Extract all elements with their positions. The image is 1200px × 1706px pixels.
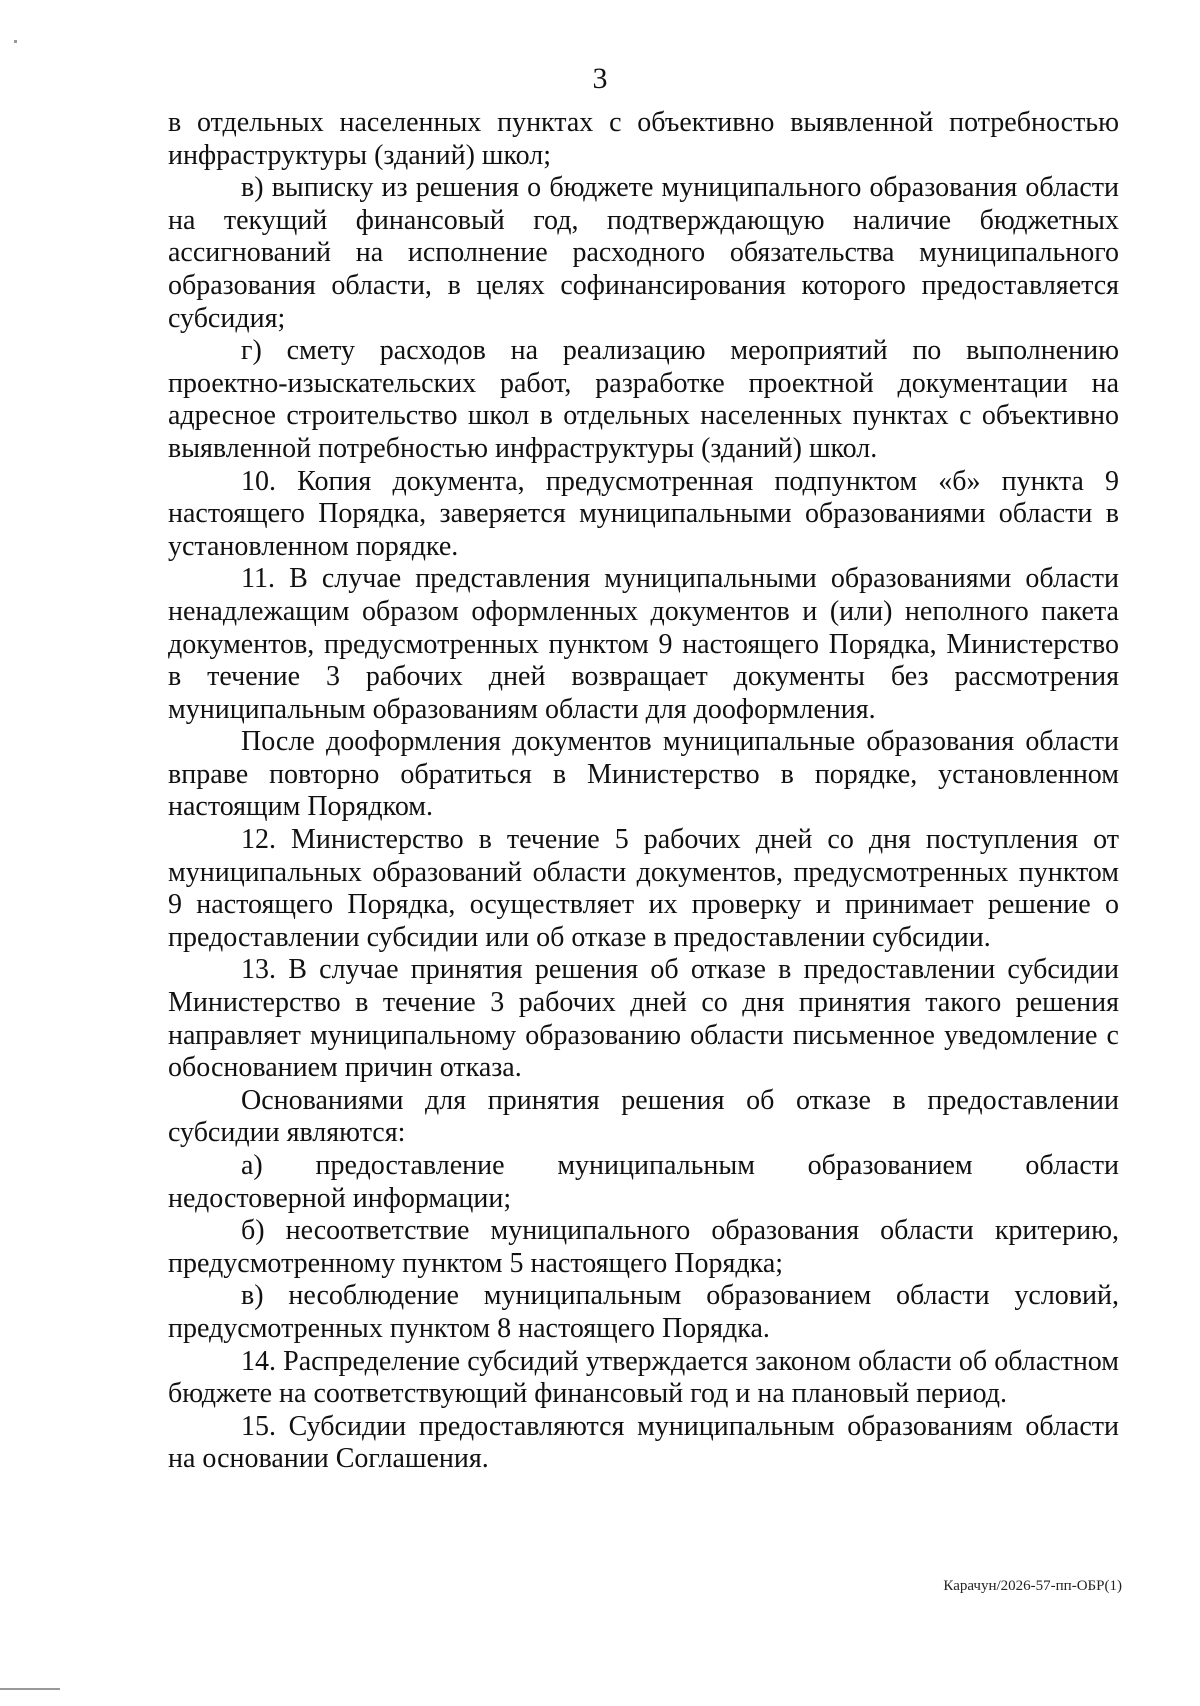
paragraph-ground-a: а) предоставление муниципальным образованием области недостоверной информации; xyxy=(168,1150,1119,1214)
document-reference-code: Карачун/2026-57-пп-ОБР(1) xyxy=(943,1578,1122,1594)
paragraph-item-12: 12. Министерство в течение 5 рабочих дней со дня поступления от муниципальных образований области документов, предусмотренных пунктом 9 настоящего Порядка, осуществляет их проверку и принимает решение о предоставлении субсидии или об отказе в предоставлении субсидии. xyxy=(168,824,1119,953)
scan-artifact xyxy=(14,40,17,43)
paragraph-item-14: 14. Распределение субсидий утверждается законом области об областном бюджете на соответствующий финансовый год и на плановый период. xyxy=(168,1345,1119,1410)
page-number: 3 xyxy=(592,62,608,95)
document-body xyxy=(168,107,1119,1476)
paragraph-ground-v: в) несоблюдение муниципальным образованием области условий, предусмотренных пунктом 8 настоящего Порядка. xyxy=(168,1280,1119,1344)
paragraph-item-15: 15. Субсидии предоставляются муниципальным образованиям области на основании Соглашения. xyxy=(168,1410,1119,1475)
paragraph-item-11: 11. В случае представления муниципальными образованиями области ненадлежащим образом оформленных документов и (или) неполного пакета документов, предусмотренных пунктом 9 настоящего Порядка, Министерство в течение 3 рабочих дней возвращает документы без рассмотрения муниципальным образованиям области для дооформления. xyxy=(168,563,1119,725)
paragraph-subitem-v: в) выписку из решения о бюджете муниципального образования области на текущий финансовый год, подтверждающую наличие бюджетных ассигнований на исполнение расходного обязательства муниципального образования области, в целях софинансирования которого предоставляется субсидия; xyxy=(168,172,1119,334)
paragraph-refusal-grounds: Основаниями для принятия решения об отказе в предоставлении субсидии являются: xyxy=(168,1084,1119,1149)
paragraph-subitem-g: г) смету расходов на реализацию мероприятий по выполнению проектно-изыскательских работ, разработке проектной документации на адресное строительство школ в отдельных населенных пунктах с объективно выявленной потребностью инфраструктуры (зданий) школ. xyxy=(168,335,1119,464)
paragraph-ground-b: б) несоответствие муниципального образования области критерию, предусмотренному пунктом 5 настоящего Порядка; xyxy=(168,1215,1119,1279)
paragraph-item-11-continued: После дооформления документов муниципальные образования области вправе повторно обратиться в Министерство в порядке, установленном настоящим Порядком. xyxy=(168,726,1119,823)
paragraph-item-13: 13. В случае принятия решения об отказе в предоставлении субсидии Министерство в течение 3 рабочих дней со дня принятия такого решения направляет муниципальному образованию области письменное уведомление с обоснованием причин отказа. xyxy=(168,954,1119,1084)
scan-artifact xyxy=(0,1688,60,1690)
paragraph-continued: в отдельных населенных пунктах с объективно выявленной потребностью инфраструктуры (зданий) школ; xyxy=(168,107,1119,171)
paragraph-item-10: 10. Копия документа, предусмотренная подпунктом «б» пункта 9 настоящего Порядка, заверяется муниципальными образованиями области в установленном порядке. xyxy=(168,465,1119,562)
